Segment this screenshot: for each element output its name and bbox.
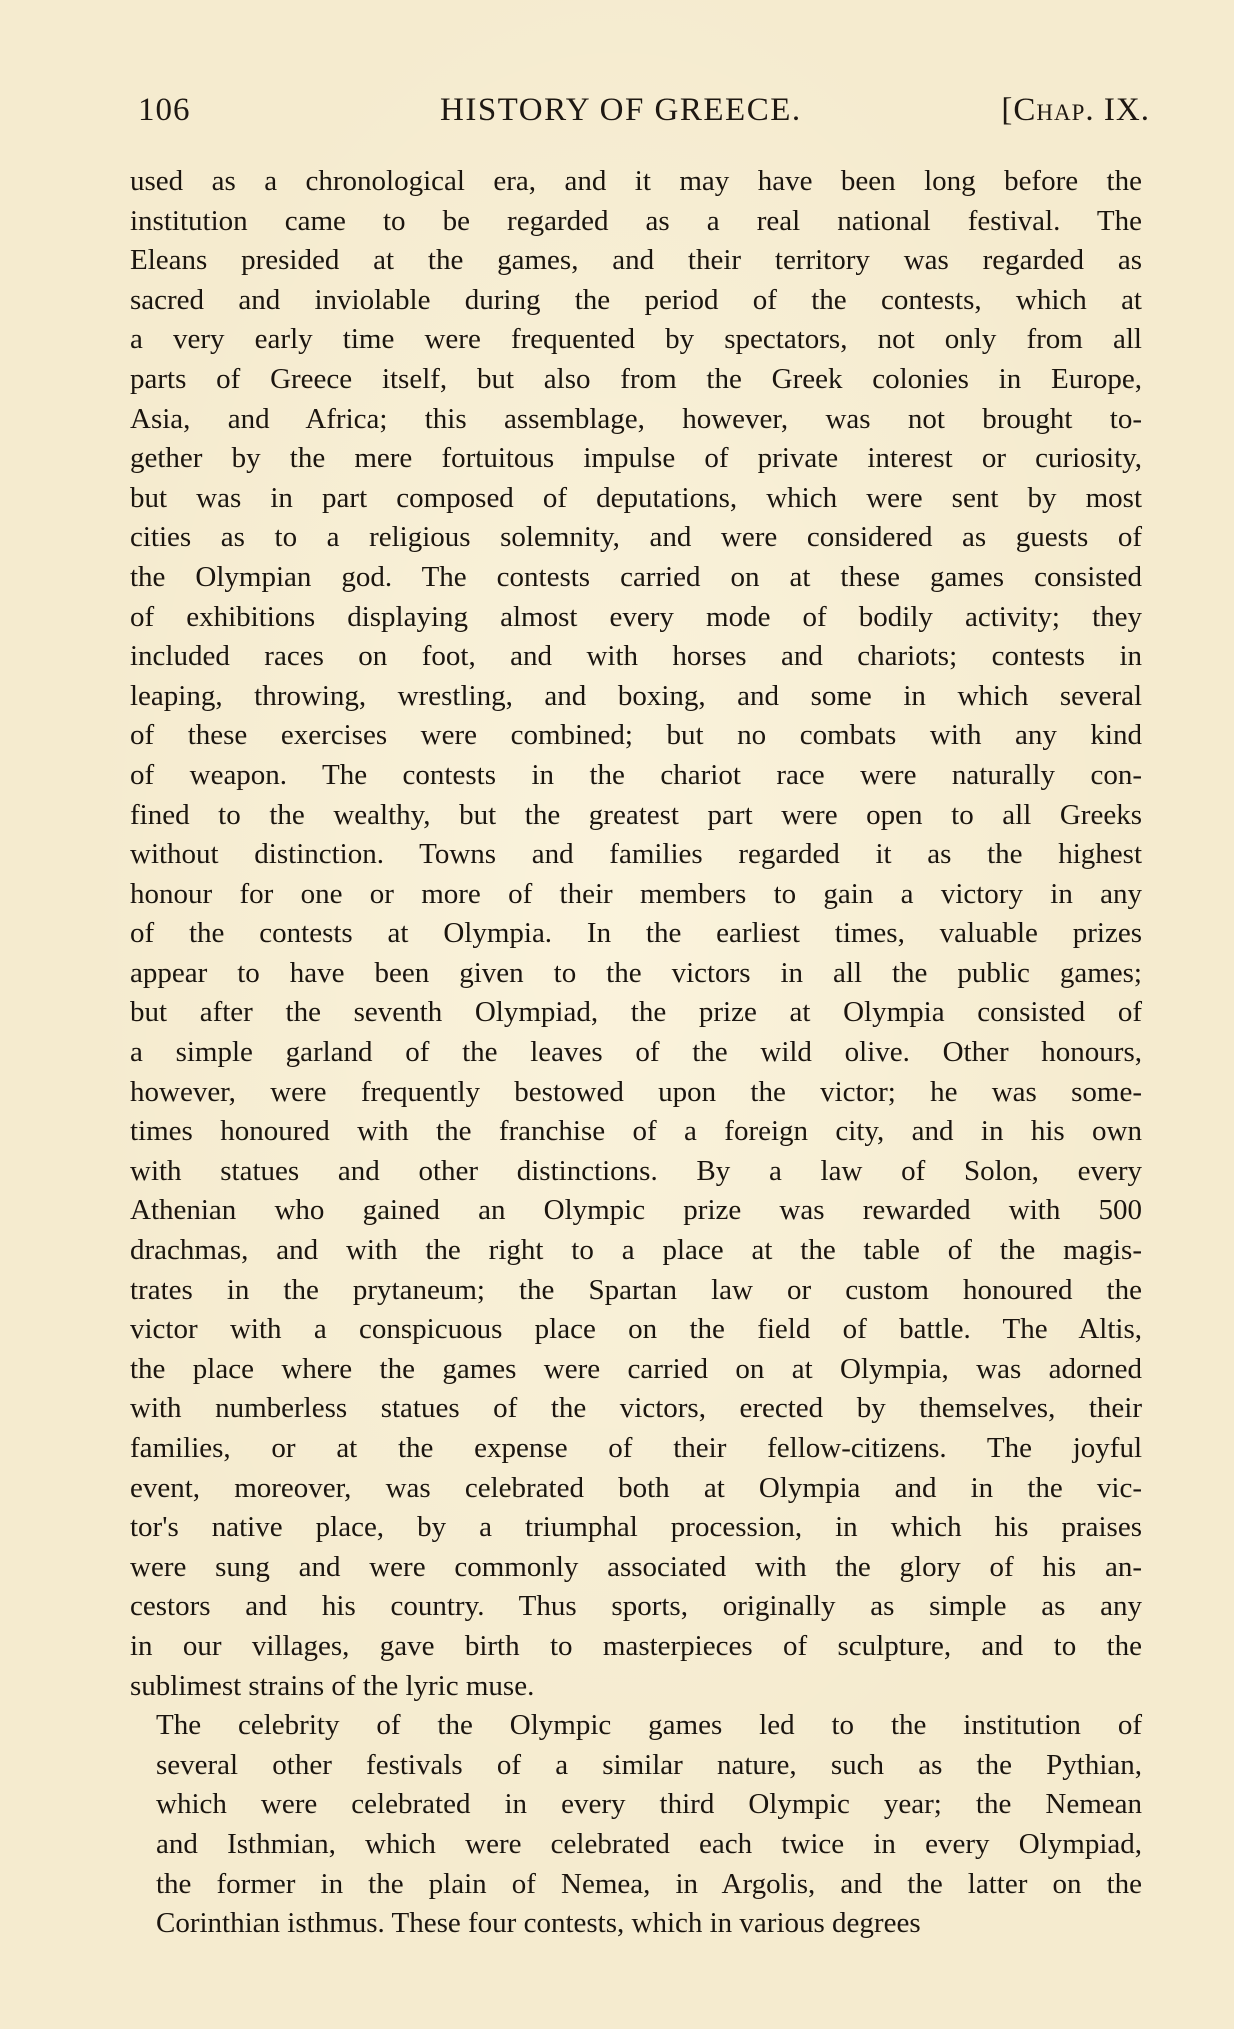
paragraph-1-line: times honoured with the franchise of a foreign city, and in his own: [130, 1115, 1142, 1148]
paragraph-2-line: several other festivals of a similar nature, such as the Pythian,: [156, 1748, 1142, 1781]
paragraph-1-line: Athenian who gained an Olympic prize was rewarded with 500: [130, 1194, 1142, 1227]
paragraph-1-line: Asia, and Africa; this assemblage, however, was not brought to-: [130, 402, 1142, 435]
paragraph-1-line: however, were frequently bestowed upon the victor; he was some-: [130, 1075, 1142, 1108]
paragraph-1-line: of exhibitions displaying almost every mode of bodily activity; they: [130, 600, 1142, 633]
paragraph-1-line: with statues and other distinctions. By a law of Solon, every: [130, 1154, 1142, 1187]
chapter-bracket: [: [1001, 92, 1014, 128]
chapter-number: IX.: [1094, 92, 1150, 128]
paragraph-1-line: gether by the mere fortuitous impulse of private interest or curiosity,: [130, 442, 1142, 475]
paragraph-1-line: drachmas, and with the right to a place at the table of the magis-: [130, 1234, 1142, 1267]
paragraph-1-line: without distinction. Towns and families regarded it as the highest: [130, 838, 1142, 871]
paragraph-1-line: leaping, throwing, wrestling, and boxing, and some in which several: [130, 679, 1142, 712]
paragraph-1-line: sublimest strains of the lyric muse.: [130, 1669, 535, 1702]
paragraph-1-line: Eleans presided at the games, and their territory was regarded as: [130, 244, 1142, 277]
paragraph-1-line: with numberless statues of the victors, erected by themselves, their: [130, 1392, 1142, 1425]
body-text: [130, 162, 1142, 1944]
paragraph-1-line: used as a chronological era, and it may have been long before the: [130, 165, 1142, 197]
chapter-reference: [1001, 92, 1150, 129]
paragraph-1-line: honour for one or more of their members to gain a victory in any: [130, 877, 1142, 910]
paragraph-1-line: included races on foot, and with horses and chariots; contests in: [130, 640, 1142, 673]
paragraph-1-line: the Olympian god. The contests carried on at these games consisted: [130, 560, 1142, 593]
paragraph-2: [130, 1706, 1142, 1944]
paragraph-2-line: the former in the plain of Nemea, in Argolis, and the latter on the: [156, 1867, 1142, 1900]
paragraph-2-line: and Isthmian, which were celebrated each twice in every Olympiad,: [156, 1827, 1142, 1860]
paragraph-1-line: families, or at the expense of their fellow-citizens. The joyful: [130, 1432, 1142, 1464]
paragraph-2-line: The celebrity of the Olympic games led to the institution of: [156, 1709, 1142, 1742]
paragraph-1-line: fined to the wealthy, but the greatest part were open to all Greeks: [130, 798, 1142, 831]
paragraph-2-line: which were celebrated in every third Olympic year; the Nemean: [156, 1788, 1142, 1821]
paragraph-1-line: cities as to a religious solemnity, and were considered as guests of: [130, 521, 1142, 554]
paragraph-1-line: of these exercises were combined; but no combats with any kind: [130, 719, 1142, 752]
paragraph-1-line: of weapon. The contests in the chariot race were naturally con-: [130, 758, 1142, 791]
paragraph-1-line: a very early time were frequented by spectators, not only from all: [130, 323, 1142, 356]
paragraph-1-line: victor with a conspicuous place on the field of battle. The Altis,: [130, 1313, 1142, 1346]
paragraph-1-line: sacred and inviolable during the period of the contests, which at: [130, 283, 1142, 316]
paragraph-1-line: the place where the games were carried on at Olympia, was adorned: [130, 1352, 1142, 1385]
paragraph-1-line: event, moreover, was celebrated both at Olympia and in the vic-: [130, 1471, 1142, 1504]
paragraph-1-line: trates in the prytaneum; the Spartan law or custom honoured the: [130, 1273, 1142, 1306]
paragraph-1-line: of the contests at Olympia. In the earliest times, valuable prizes: [130, 917, 1142, 950]
paragraph-1-line: appear to have been given to the victors in all the public games;: [130, 956, 1142, 989]
paragraph-1-line: were sung and were commonly associated with the glory of his an-: [130, 1550, 1142, 1583]
book-title: HISTORY OF GREECE.: [440, 92, 802, 128]
paragraph-1-line: cestors and his country. Thus sports, originally as simple as any: [130, 1590, 1142, 1623]
paragraph-1-line: parts of Greece itself, but also from the Greek colonies in Europe,: [130, 362, 1142, 395]
paragraph-1-line: but was in part composed of deputations, which were sent by most: [130, 481, 1142, 514]
paragraph-1: [130, 162, 1142, 1706]
paragraph-1-line: in our villages, gave birth to masterpieces of sculpture, and to the: [130, 1629, 1142, 1662]
paragraph-1-line: institution came to be regarded as a real national festival. The: [130, 204, 1142, 237]
paragraph-1-line: tor's native place, by a triumphal procession, in which his praises: [130, 1511, 1142, 1544]
page-number: 106: [138, 92, 191, 128]
paragraph-1-line: but after the seventh Olympiad, the prize at Olympia consisted of: [130, 996, 1142, 1029]
paragraph-1-line: a simple garland of the leaves of the wild olive. Other honours,: [130, 1036, 1142, 1069]
running-head: [130, 92, 1150, 140]
chapter-word: Chap.: [1013, 92, 1095, 128]
paragraph-2-line: Corinthian isthmus. These four contests, which in various degrees: [156, 1907, 921, 1940]
